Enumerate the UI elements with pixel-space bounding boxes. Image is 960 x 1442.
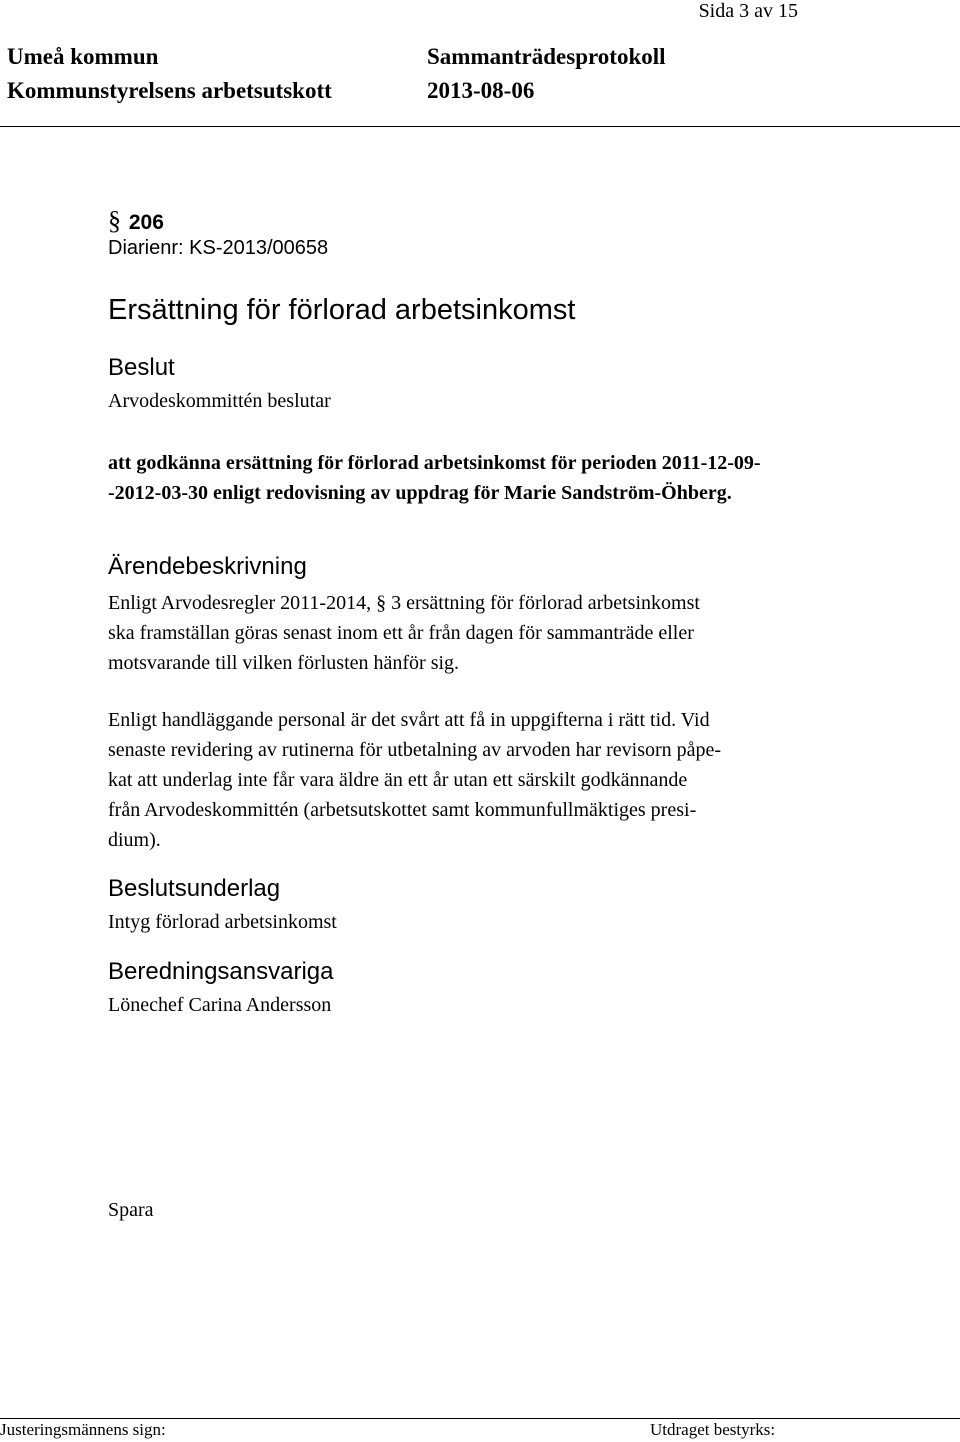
text-line: från Arvodeskommittén (arbetsutskottet samt kommunfullmäktiges presi- [108, 799, 697, 821]
text-line: Enligt handläggande personal är det svårt att få in uppgifterna i rätt tid. Vid [108, 709, 710, 731]
description-paragraph-1 [108, 588, 798, 678]
description-paragraph-2 [108, 705, 798, 855]
page-title: Ersättning för förlorad arbetsinkomst [108, 294, 576, 326]
text-line: ska framställan göras senast inom ett år från dagen för sammanträde eller [108, 622, 694, 644]
footer-certified-label: Utdraget bestyrks: [650, 1420, 776, 1439]
heading-beredningsansvariga: Beredningsansvariga [108, 958, 334, 985]
header-row-1 [7, 44, 666, 70]
header-row-2 [7, 78, 535, 104]
header-divider [0, 126, 960, 127]
footer-signature-label: Justeringsmännens sign: [0, 1420, 166, 1439]
text-line: senaste revidering av rutinerna för utbetalning av arvoden har revisorn påpe- [108, 739, 722, 761]
meeting-date: 2013-08-06 [427, 78, 535, 103]
beredningsansvariga-text: Lönechef Carina Andersson [108, 994, 332, 1016]
organization-name: Umeå kommun [7, 44, 159, 69]
paragraph-number [108, 207, 164, 237]
heading-beslutsunderlag: Beslutsunderlag [108, 875, 281, 902]
diary-number: Diarienr: KS-2013/00658 [108, 237, 329, 259]
committee-name: Kommunstyrelsens arbetsutskott [7, 78, 332, 103]
decision-text: att godkänna ersättning för förlorad arbetsinkomst för perioden 2011-12-09--2012-03-30 enligt redovisning av uppdrag för Marie Sandström-Öhberg. [108, 452, 761, 504]
text-line: dium). [108, 829, 161, 851]
text-line: kat att underlag inte får vara äldre än ett år utan ett särskilt godkännande [108, 769, 688, 791]
heading-beslut: Beslut [108, 354, 175, 381]
heading-arendebeskrivning: Ärendebeskrivning [108, 553, 307, 580]
document-type: Sammanträdesprotokoll [427, 44, 666, 69]
decided-by: Arvodeskommittén beslutar [108, 390, 331, 412]
section-number: 206 [128, 211, 164, 234]
spara-text: Spara [108, 1199, 154, 1221]
text-line: Enligt Arvodesregler 2011-2014, § 3 ersättning för förlorad arbetsinkomst [108, 592, 700, 614]
section-symbol: § [108, 206, 121, 235]
page-number: Sida 3 av 15 [698, 0, 798, 22]
beslutsunderlag-text: Intyg förlorad arbetsinkomst [108, 911, 337, 933]
text-line: motsvarande till vilken förlusten hänför sig. [108, 652, 460, 674]
